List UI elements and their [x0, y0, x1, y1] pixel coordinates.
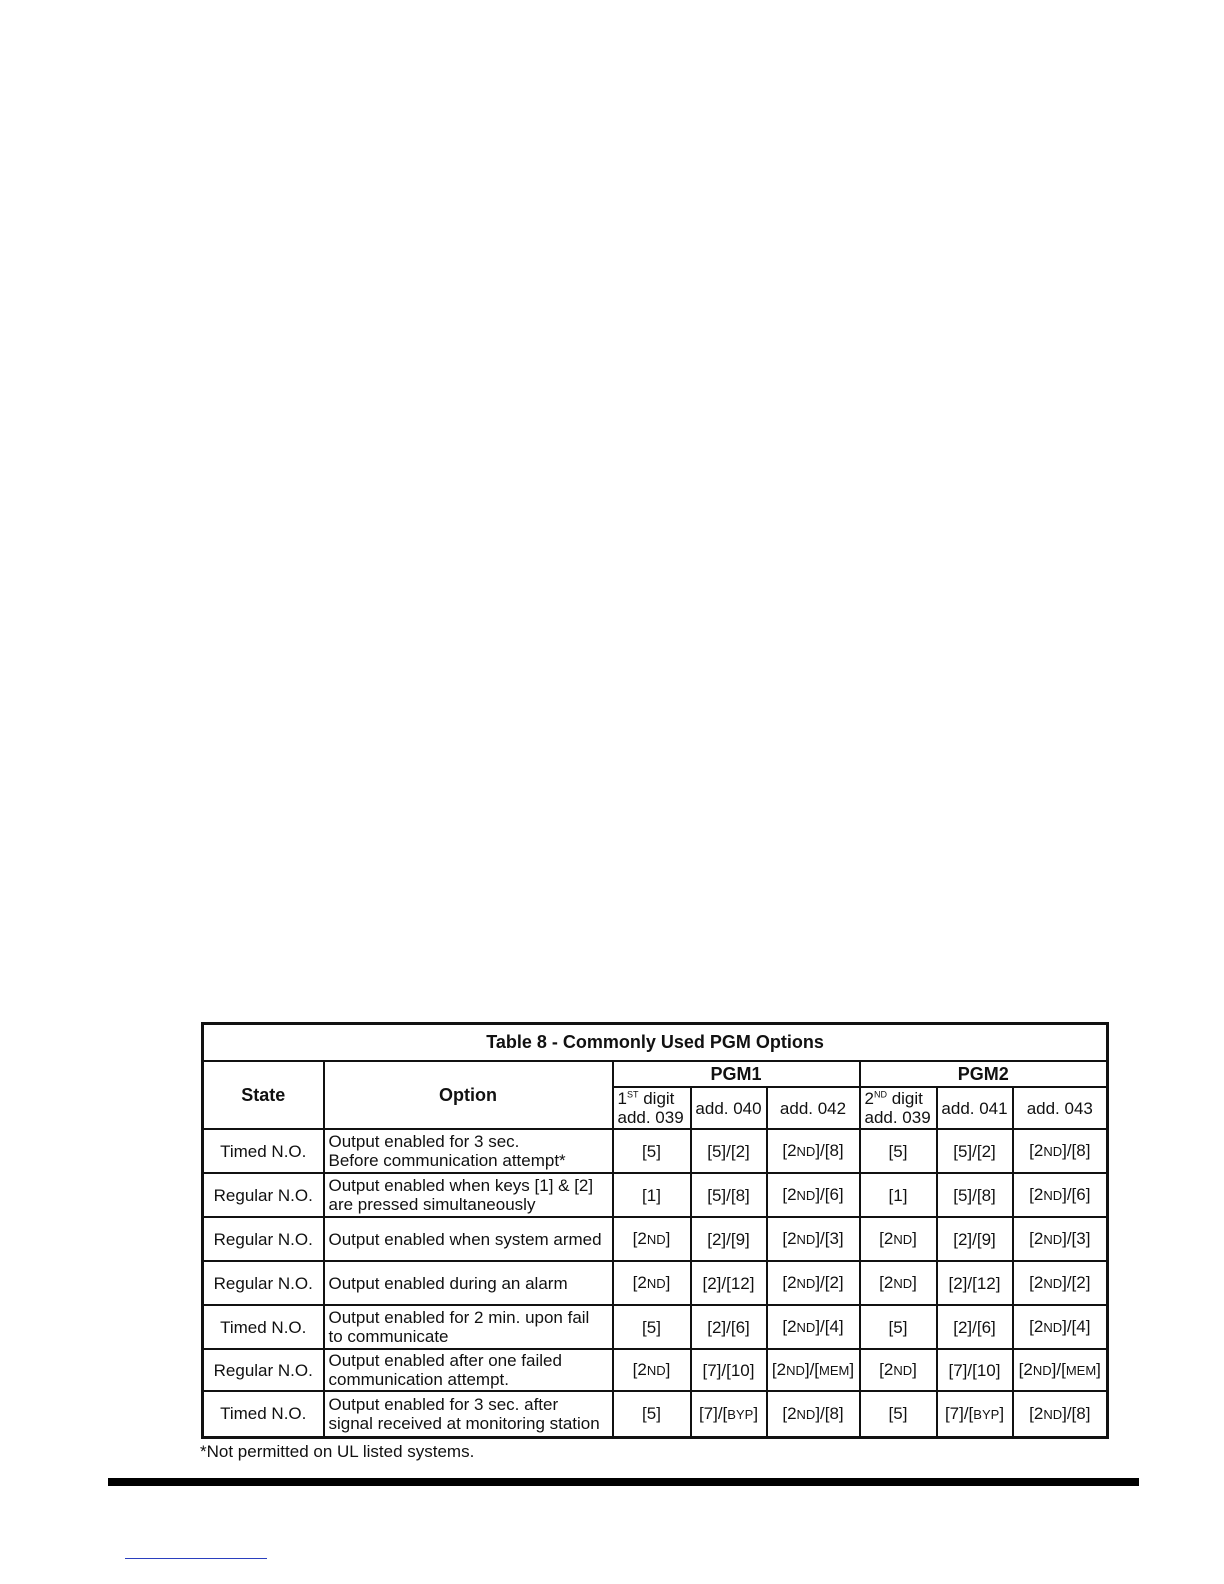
- option-header: Option: [324, 1061, 613, 1129]
- pgm1-code-cell: [2ND]/[3]: [767, 1217, 860, 1261]
- state-cell: Regular N.O.: [203, 1349, 324, 1391]
- page-bottom-rule: [108, 1478, 1139, 1486]
- pgm1-code-cell: [7]/[BYP]: [691, 1391, 767, 1437]
- state-header: State: [203, 1061, 324, 1129]
- pgm2-code-cell: [7]/[BYP]: [937, 1391, 1013, 1437]
- table-row: [203, 1305, 1108, 1349]
- pgm2-col2-header: add. 041: [937, 1087, 1013, 1129]
- pgm2-code-cell: [2]/[9]: [937, 1217, 1013, 1261]
- pgm1-code-cell: [5]: [613, 1391, 691, 1437]
- key-label: ND: [1043, 1320, 1063, 1335]
- option-line: Output enabled when system armed: [328, 1229, 602, 1249]
- pgm1-code-cell: [2ND]/[MEM]: [767, 1349, 860, 1391]
- pgm1-code-cell: [2ND]/[8]: [767, 1391, 860, 1437]
- option-line: Before communication attempt*: [328, 1151, 566, 1170]
- pgm2-code-cell: [2ND]/[2]: [1013, 1261, 1108, 1305]
- key-label: ND: [796, 1188, 816, 1203]
- option-cell: [324, 1217, 613, 1261]
- pgm1-code-cell: [2]/[9]: [691, 1217, 767, 1261]
- pgm2-digit-line: [865, 1089, 934, 1108]
- option-line: Output enabled after one failed: [328, 1351, 562, 1370]
- key-label: ND: [796, 1406, 816, 1422]
- option-line: are pressed simultaneously: [328, 1195, 536, 1214]
- pgm2-code-cell: [2ND]: [860, 1261, 937, 1305]
- key-label: ND: [893, 1232, 913, 1247]
- pgm2-code-cell: [2ND]/[4]: [1013, 1305, 1108, 1349]
- pgm2-code-cell: [5]: [860, 1391, 937, 1437]
- option-line: to communicate: [328, 1327, 449, 1346]
- key-label: ND: [1043, 1232, 1063, 1247]
- pgm1-digit-header: [613, 1087, 691, 1129]
- state-cell: Regular N.O.: [203, 1217, 324, 1261]
- pgm1-code-cell: [7]/[10]: [691, 1349, 767, 1391]
- pgm2-code-cell: [2ND]/[8]: [1013, 1391, 1108, 1437]
- pgm2-digit-base: 2: [864, 1089, 874, 1108]
- pgm1-col3-header: add. 042: [767, 1087, 860, 1129]
- header-row: [203, 1061, 1108, 1087]
- option-cell: [324, 1349, 613, 1391]
- option-line: signal received at monitoring station: [328, 1413, 600, 1433]
- pgm2-code-cell: [5]: [860, 1129, 937, 1173]
- pgm1-digit-base: 1: [617, 1089, 627, 1108]
- key-label: MEM: [819, 1363, 850, 1378]
- key-label: ND: [796, 1144, 816, 1159]
- table-footnote: *Not permitted on UL listed systems.: [200, 1442, 475, 1461]
- option-line: communication attempt.: [328, 1370, 509, 1389]
- key-label: ND: [893, 1363, 913, 1378]
- option-line: Output enabled during an alarm: [328, 1273, 568, 1293]
- table-row: [203, 1261, 1108, 1305]
- pgm1-digit-line: [618, 1089, 688, 1108]
- pgm2-code-cell: [2ND]: [860, 1349, 937, 1391]
- pgm2-code-cell: [2ND]/[MEM]: [1013, 1349, 1108, 1391]
- option-line: Output enabled when keys [1] & [2]: [328, 1176, 594, 1195]
- pgm2-code-cell: [7]/[10]: [937, 1349, 1013, 1391]
- pgm2-code-cell: [5]/[2]: [937, 1129, 1013, 1173]
- pgm2-code-cell: [2ND]/[6]: [1013, 1173, 1108, 1217]
- key-label: ND: [646, 1363, 666, 1378]
- key-label: ND: [893, 1276, 913, 1291]
- key-label: ND: [1043, 1144, 1063, 1159]
- key-label: ND: [796, 1232, 816, 1247]
- state-cell: Regular N.O.: [203, 1261, 324, 1305]
- table-body: [203, 1129, 1108, 1437]
- state-cell: Timed N.O.: [203, 1305, 324, 1349]
- pgm1-code-cell: [2ND]/[8]: [767, 1129, 860, 1173]
- option-cell: [324, 1305, 613, 1349]
- pgm1-code-cell: [5]/[2]: [691, 1129, 767, 1173]
- pgm1-code-cell: [2ND]/[2]: [767, 1261, 860, 1305]
- pgm1-col2-header: add. 040: [691, 1087, 767, 1129]
- pgm1-code-cell: [5]: [613, 1129, 691, 1173]
- state-cell: Timed N.O.: [203, 1391, 324, 1437]
- table-row: [203, 1173, 1108, 1217]
- pgm1-digit-address: add. 039: [617, 1108, 684, 1127]
- pgm1-code-cell: [2]/[6]: [691, 1305, 767, 1349]
- pgm2-code-cell: [2ND]: [860, 1217, 937, 1261]
- table-row: [203, 1349, 1108, 1391]
- key-label: MEM: [1065, 1363, 1097, 1378]
- key-label: ND: [646, 1276, 666, 1291]
- pgm2-header: PGM2: [860, 1061, 1108, 1087]
- pgm2-digit-header: [860, 1087, 937, 1129]
- pgm1-code-cell: [5]/[8]: [691, 1173, 767, 1217]
- pgm1-digit-word: digit: [643, 1089, 675, 1108]
- key-label: ND: [796, 1276, 816, 1291]
- table-row: [203, 1129, 1108, 1173]
- pgm2-digit-sup: ND: [873, 1089, 887, 1100]
- pgm2-code-cell: [2]/[6]: [937, 1305, 1013, 1349]
- pgm1-code-cell: [1]: [613, 1173, 691, 1217]
- footnote-separator: [125, 1558, 267, 1559]
- pgm2-code-cell: [2ND]/[3]: [1013, 1217, 1108, 1261]
- pgm2-code-cell: [5]: [860, 1305, 937, 1349]
- table-row: [203, 1217, 1108, 1261]
- pgm1-code-cell: [2]/[12]: [691, 1261, 767, 1305]
- key-label: ND: [1043, 1276, 1063, 1291]
- key-label: ND: [786, 1363, 805, 1378]
- pgm2-digit-word: digit: [891, 1089, 923, 1108]
- key-label: ND: [796, 1320, 816, 1335]
- pgm2-code-cell: [5]/[8]: [937, 1173, 1013, 1217]
- pgm2-code-cell: [2ND]/[8]: [1013, 1129, 1108, 1173]
- key-label: ND: [1032, 1363, 1052, 1378]
- key-label: ND: [646, 1232, 666, 1247]
- table-caption-row: [203, 1024, 1108, 1062]
- option-cell: [324, 1391, 613, 1437]
- state-cell: Timed N.O.: [203, 1129, 324, 1173]
- pgm2-code-cell: [1]: [860, 1173, 937, 1217]
- table-row: [203, 1391, 1108, 1437]
- table-title: Table 8 - Commonly Used PGM Options: [203, 1024, 1108, 1062]
- pgm2-col3-header: add. 043: [1013, 1087, 1108, 1129]
- option-cell: [324, 1261, 613, 1305]
- key-label: ND: [1043, 1406, 1063, 1422]
- option-cell: [324, 1129, 613, 1173]
- key-label: ND: [1043, 1188, 1063, 1203]
- pgm1-code-cell: [2ND]: [613, 1349, 691, 1391]
- pgm-options-table: [201, 1022, 1109, 1439]
- option-line: Output enabled for 3 sec.: [328, 1132, 520, 1151]
- pgm1-code-cell: [5]: [613, 1305, 691, 1349]
- pgm1-digit-sup: ST: [626, 1089, 639, 1100]
- key-label: BYP: [973, 1406, 1000, 1422]
- pgm1-code-cell: [2ND]: [613, 1261, 691, 1305]
- key-label: BYP: [727, 1406, 754, 1422]
- option-line: Output enabled for 2 min. upon fail: [328, 1308, 590, 1327]
- pgm1-code-cell: [2ND]/[4]: [767, 1305, 860, 1349]
- pgm2-code-cell: [2]/[12]: [937, 1261, 1013, 1305]
- pgm2-digit-address: add. 039: [864, 1108, 931, 1127]
- pgm1-header: PGM1: [613, 1061, 860, 1087]
- state-cell: Regular N.O.: [203, 1173, 324, 1217]
- option-cell: [324, 1173, 613, 1217]
- pgm1-code-cell: [2ND]/[6]: [767, 1173, 860, 1217]
- option-line: Output enabled for 3 sec. after: [328, 1394, 559, 1414]
- pgm1-code-cell: [2ND]: [613, 1217, 691, 1261]
